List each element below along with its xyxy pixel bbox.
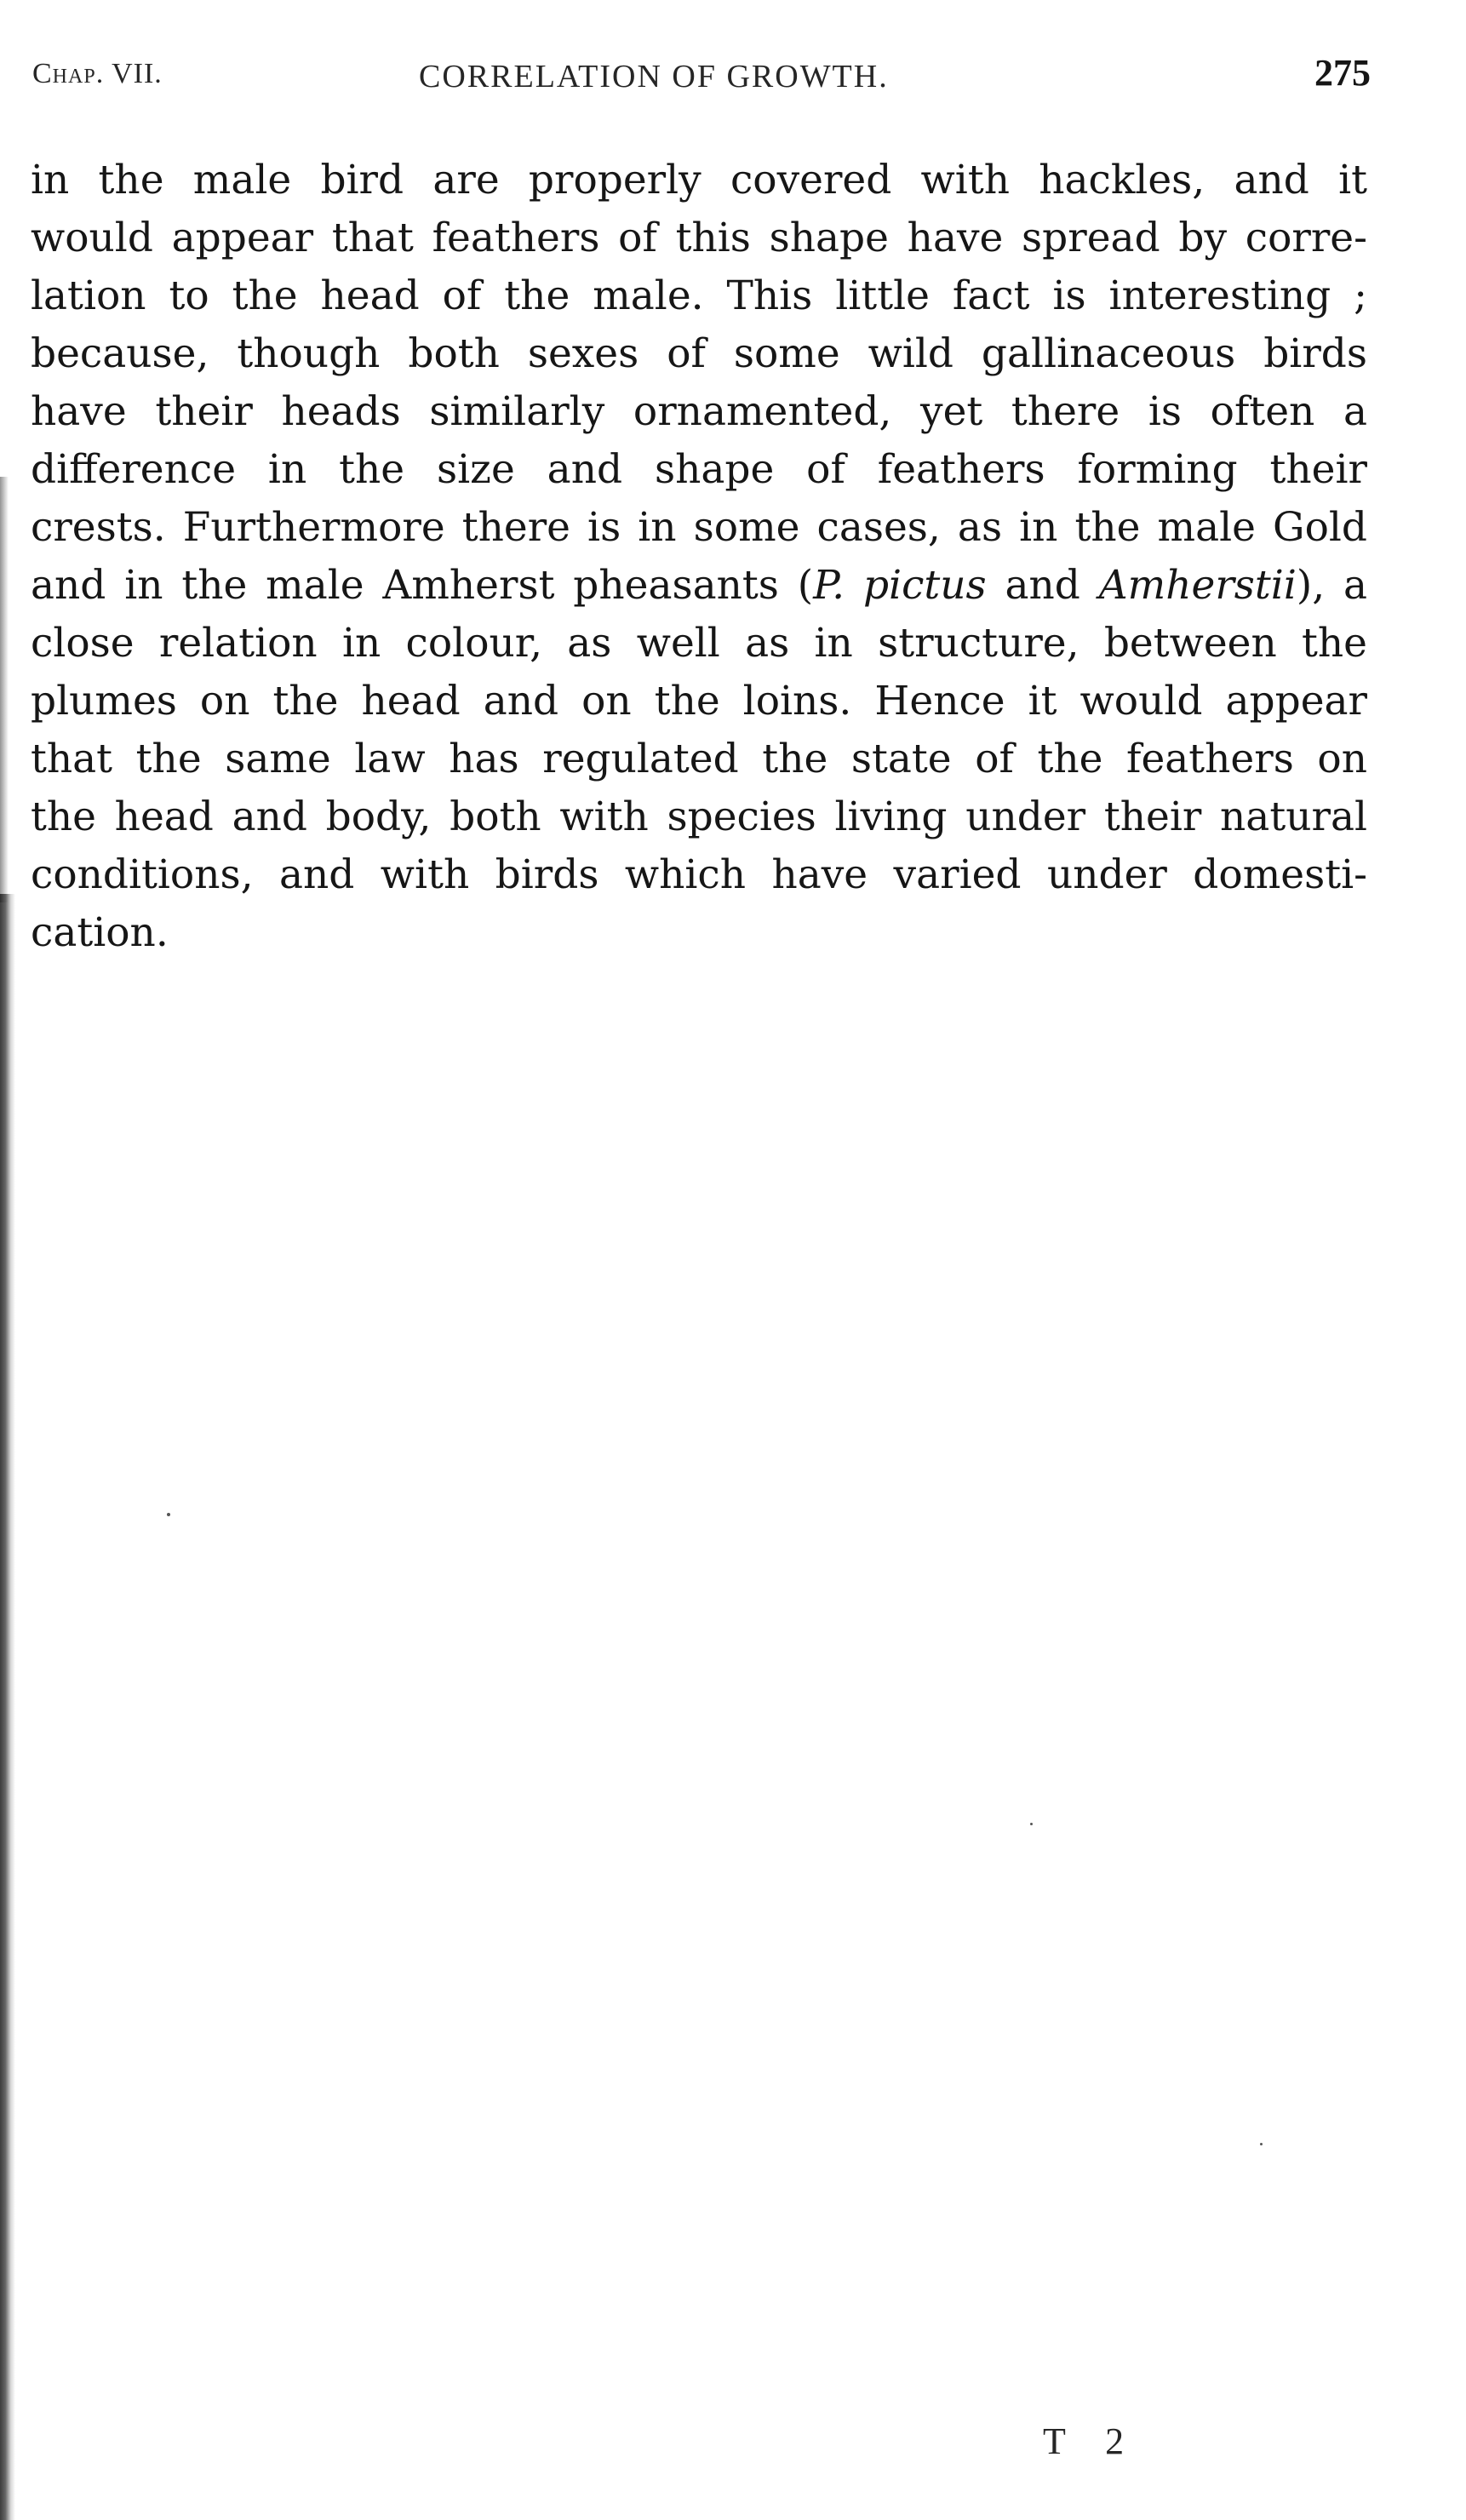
text-line: close relation in colour, as well as in structure, between the (31, 620, 1367, 667)
text-line: would appear that feathers of this shape have spread by corre- (31, 215, 1367, 261)
text-line: in the male bird are properly covered with hackles, and it (31, 157, 1367, 203)
running-head (32, 51, 1371, 111)
text-line: plumes on the head and on the loins. Hence it would appear (31, 678, 1367, 724)
species-name-amherstii: Amherstii (1098, 562, 1297, 609)
scan-speck (1260, 2143, 1263, 2145)
text-line: because, though both sexes of some wild gallinaceous birds (31, 330, 1367, 377)
species-name-pictus: P. pictus (813, 562, 987, 609)
text-line: that the same law has regulated the state of the feathers on (31, 736, 1367, 782)
binding-shadow (0, 894, 15, 2520)
text-line: the head and body, both with species living under their natural (31, 793, 1367, 840)
body-paragraph (31, 152, 1367, 962)
text-line: have their heads similarly ornamented, yet there is often a (31, 388, 1367, 435)
text-line: difference in the size and shape of feathers forming their (31, 446, 1367, 493)
binding-shadow-upper (0, 477, 9, 902)
text-line: conditions, and with birds which have varied under domesti- (31, 851, 1367, 898)
scan-speck (1030, 1823, 1033, 1825)
text-segment: and in the male Amherst pheasants ( (31, 562, 814, 609)
text-line-final: cation. (31, 909, 169, 956)
scan-speck (167, 1513, 170, 1516)
text-segment: and (986, 562, 1099, 609)
signature-mark: T 2 (1043, 2420, 1140, 2462)
text-line: crests. Furthermore there is in some cases, as in the male Gold (31, 504, 1367, 551)
chapter-label: Chap. VII. (32, 58, 163, 89)
text-line: lation to the head of the male. This little fact is interesting ; (31, 272, 1367, 319)
text-segment: ), a (1296, 562, 1367, 609)
running-title: CORRELATION OF GROWTH. (419, 59, 889, 94)
page-number: 275 (1314, 52, 1371, 94)
text-line-with-species (31, 557, 1367, 615)
